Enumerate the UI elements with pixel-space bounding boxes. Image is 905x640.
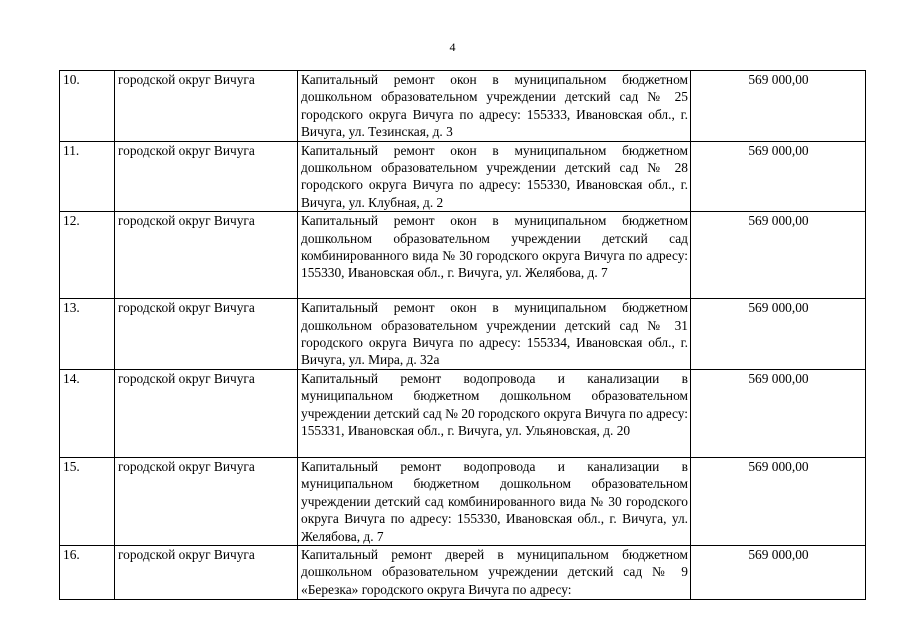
work-description: Капитальный ремонт окон в муниципальном бюджетном дошкольном образовательном учреждении детский сад № 31 городского округа Вичуга по адресу: 155334, Ивановская обл., г. Вичуга, ул. Мира, д. 32а <box>298 299 691 370</box>
work-description: Капитальный ремонт окон в муниципальном бюджетном дошкольном образовательном учреждении детский сад № 25 городского округа Вичуга по адресу: 155333, Ивановская обл., г. Вичуга, ул. Тезинская, д. 3 <box>298 71 691 142</box>
row-number: 16. <box>60 545 115 599</box>
amount: 569 000,00 <box>691 299 866 370</box>
district-name: городской округ Вичуга <box>115 369 298 457</box>
amount: 569 000,00 <box>691 457 866 545</box>
district-name: городской округ Вичуга <box>115 545 298 599</box>
district-name: городской округ Вичуга <box>115 457 298 545</box>
table-row <box>60 299 866 370</box>
row-number: 13. <box>60 299 115 370</box>
district-name: городской округ Вичуга <box>115 299 298 370</box>
row-number: 10. <box>60 71 115 142</box>
amount: 569 000,00 <box>691 71 866 142</box>
amount: 569 000,00 <box>691 212 866 299</box>
table-row <box>60 212 866 299</box>
work-description: Капитальный ремонт водопровода и канализации в муниципальном бюджетном дошкольном образовательном учреждении детский сад № 20 городского округа Вичуга по адресу: 155331, Ивановская обл., г. Вичуга, ул. Ульяновская, д. 20 <box>298 369 691 457</box>
district-name: городской округ Вичуга <box>115 212 298 299</box>
amount: 569 000,00 <box>691 141 866 212</box>
work-description: Капитальный ремонт окон в муниципальном бюджетном дошкольном образовательном учреждении детский сад комбинированного вида № 30 городского округа Вичуга по адресу: 155330, Ивановская обл., г. Вичуга, ул. Желябова, д. 7 <box>298 212 691 299</box>
table-row <box>60 545 866 599</box>
page-number: 4 <box>449 40 456 54</box>
row-number: 15. <box>60 457 115 545</box>
amount: 569 000,00 <box>691 545 866 599</box>
district-name: городской округ Вичуга <box>115 141 298 212</box>
table-row <box>60 71 866 142</box>
work-description: Капитальный ремонт дверей в муниципальном бюджетном дошкольном образовательном учреждении детский сад № 9 «Березка» городского округа Вичуга по адресу: <box>298 545 691 599</box>
work-description: Капитальный ремонт окон в муниципальном бюджетном дошкольном образовательном учреждении детский сад № 28 городского округа Вичуга по адресу: 155330, Ивановская обл., г. Вичуга, ул. Клубная, д. 2 <box>298 141 691 212</box>
work-description: Капитальный ремонт водопровода и канализации в муниципальном бюджетном дошкольном образовательном учреждении детский сад комбинированного вида № 30 городского округа Вичуга по адресу: 155330, Ивановская обл., г. Вичуга, ул. Желябова, д. 7 <box>298 457 691 545</box>
row-number: 11. <box>60 141 115 212</box>
budget-table <box>59 70 866 600</box>
table-row <box>60 457 866 545</box>
row-number: 12. <box>60 212 115 299</box>
district-name: городской округ Вичуга <box>115 71 298 142</box>
row-number: 14. <box>60 369 115 457</box>
amount: 569 000,00 <box>691 369 866 457</box>
table-row <box>60 369 866 457</box>
table-row <box>60 141 866 212</box>
